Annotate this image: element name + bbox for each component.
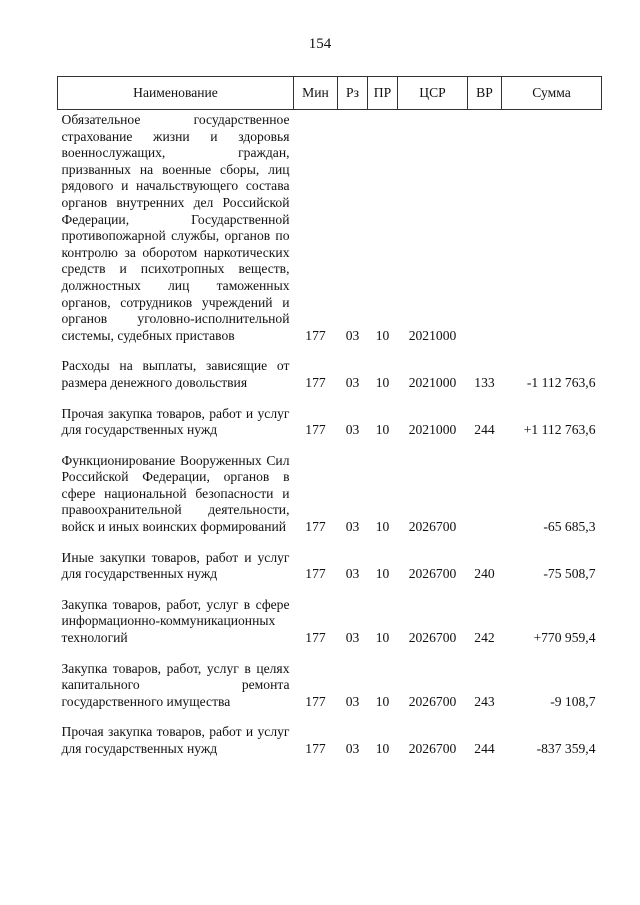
header-vr: ВР (468, 77, 502, 110)
row-sum: -1 112 763,6 (526, 374, 596, 390)
row-vr: 133 (474, 374, 495, 390)
row-vr (468, 110, 502, 355)
row-sum: +770 959,4 (533, 630, 596, 646)
row-vr: 242 (474, 630, 495, 646)
row-sum: -65 685,3 (543, 519, 596, 535)
header-csr: ЦСР (398, 77, 468, 110)
table-row (58, 720, 602, 767)
row-name: Закупка товаров, работ, услуг в сфере информационно-коммуникационных технологий (61, 596, 290, 646)
row-rz: 03 (345, 630, 360, 646)
row-csr: 2021000 (408, 327, 457, 343)
row-sum: -9 108,7 (550, 693, 596, 709)
row-name: Расходы на выплаты, зависящие от размера денежного довольствия (61, 358, 290, 390)
row-pr: 10 (375, 630, 390, 646)
row-csr: 2026700 (408, 566, 457, 582)
row-name: Прочая закупка товаров, работ и услуг для государственных нужд (61, 405, 290, 438)
row-rz: 03 (345, 327, 360, 343)
row-rz: 03 (345, 566, 360, 582)
row-pr: 10 (375, 327, 390, 343)
row-min: 177 (305, 422, 326, 438)
row-vr: 240 (474, 566, 495, 582)
row-min: 177 (305, 566, 326, 582)
row-csr: 2026700 (408, 519, 457, 535)
page-number: 154 (308, 36, 332, 52)
header-name: Наименование (58, 77, 294, 110)
row-min: 177 (305, 741, 326, 756)
row-min: 177 (305, 693, 326, 709)
row-vr: 243 (474, 693, 495, 709)
row-vr (468, 449, 502, 546)
row-rz: 03 (345, 519, 360, 535)
row-name: Функционирование Вооруженных Сил Российской Федерации, органов в сфере национальной безопасности и правоохранительной деятельности, войск и иных воинских формирований (61, 452, 290, 535)
header-sum: Сумма (502, 77, 602, 110)
row-csr: 2026700 (408, 693, 457, 709)
table-row (58, 354, 602, 401)
table-row (58, 449, 602, 546)
header-min: Мин (294, 77, 338, 110)
row-min: 177 (305, 327, 326, 343)
row-name: Прочая закупка товаров, работ и услуг для государственных нужд (61, 724, 290, 756)
row-rz: 03 (345, 693, 360, 709)
table-header-row (58, 77, 602, 110)
row-sum: -75 508,7 (543, 566, 596, 582)
row-vr: 244 (474, 422, 495, 438)
table-row (58, 657, 602, 721)
row-csr: 2026700 (408, 741, 457, 756)
header-pr: ПР (368, 77, 398, 110)
table-row (58, 402, 602, 449)
row-min: 177 (305, 519, 326, 535)
row-pr: 10 (375, 374, 390, 390)
row-name: Обязательное государственное страхование жизни и здоровья военнослужащих, граждан, призванных на военные сборы, лиц рядового и начальствующего состава органов внутренних дел Российской Федерации, Государственной противопожарной службы, органов по контролю за оборотом наркотических средств и психотропных веществ, должностных лиц таможенных органов, сотрудников учреждений и органов уголовно-исполнительной системы, судебных приставов (61, 112, 290, 343)
row-min: 177 (305, 630, 326, 646)
header-rz: Рз (338, 77, 368, 110)
row-name: Закупка товаров, работ, услуг в целях капитального ремонта государственного имущества (61, 660, 290, 709)
row-pr: 10 (375, 519, 390, 535)
table-row (58, 593, 602, 657)
row-sum: -837 359,4 (536, 741, 596, 756)
row-min: 177 (305, 374, 326, 390)
row-pr: 10 (375, 741, 390, 756)
row-pr: 10 (375, 566, 390, 582)
row-rz: 03 (345, 422, 360, 438)
row-vr: 244 (474, 741, 495, 756)
row-csr: 2021000 (408, 422, 457, 438)
row-rz: 03 (345, 741, 360, 756)
row-csr: 2021000 (408, 374, 457, 390)
row-name: Иные закупки товаров, работ и услуг для государственных нужд (61, 549, 290, 582)
row-rz: 03 (345, 374, 360, 390)
row-sum (502, 110, 602, 355)
budget-table (57, 76, 602, 768)
row-sum: +1 112 763,6 (523, 422, 596, 438)
row-csr: 2026700 (408, 630, 457, 646)
table-row (58, 110, 602, 355)
row-pr: 10 (375, 422, 390, 438)
row-pr: 10 (375, 693, 390, 709)
table-row (58, 546, 602, 593)
